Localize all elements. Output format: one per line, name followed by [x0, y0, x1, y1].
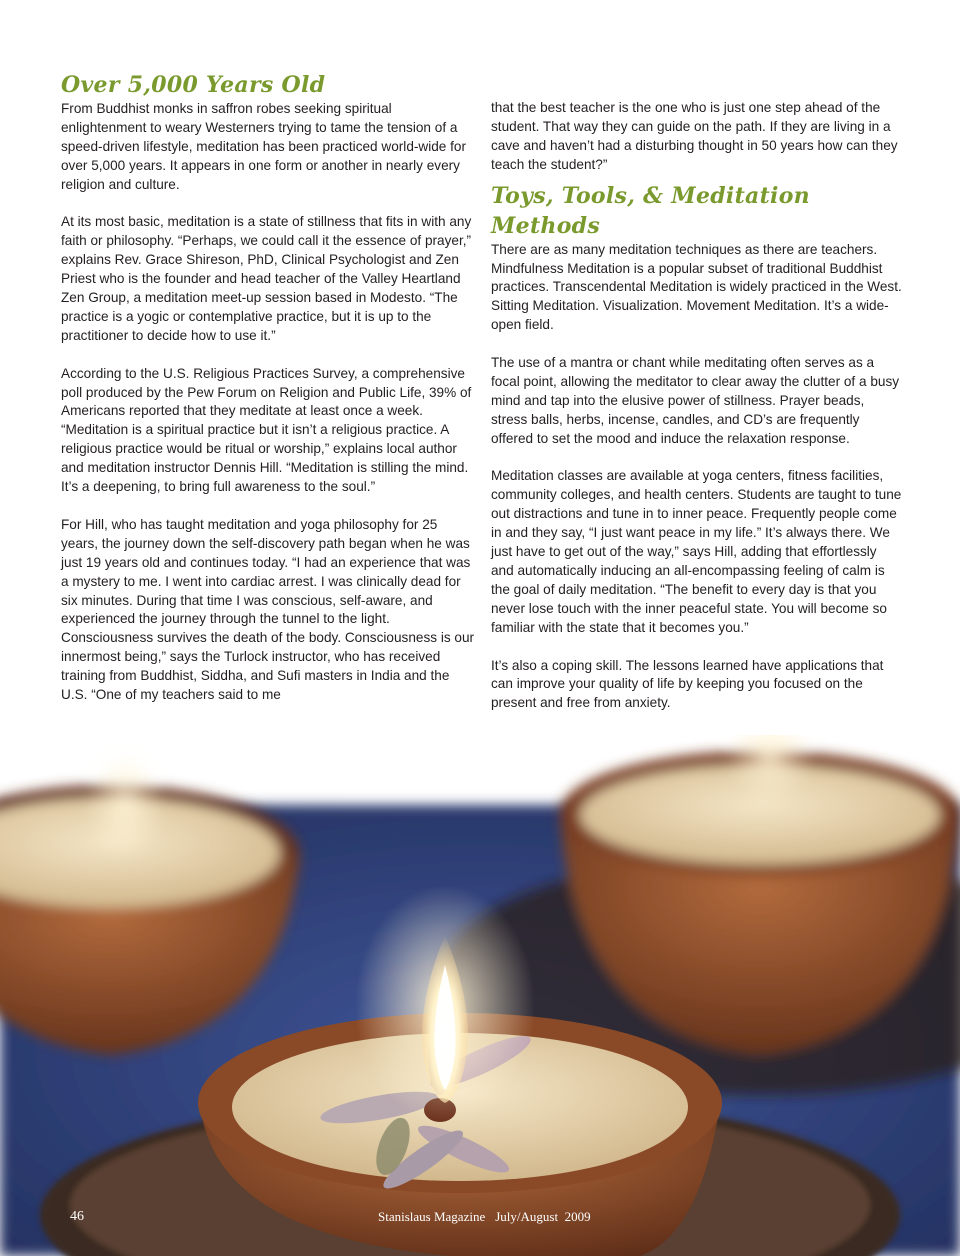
paragraph: From Buddhist monks in saffron robes seeking spiritual enlightenment to weary Westerners trying to tame the tension of a speed-driven lifestyle, meditation has been practiced world-wide for over 5,000 years. It appears in one form or another in nearly every religion and culture. [61, 101, 466, 192]
paragraph-continuation: that the best teacher is the one who is just one step ahead of the student. That way they can guide on the path. If they are living in a cave and haven’t had a disturbing thought in 50 years how can they teach the student?” [491, 100, 898, 172]
paragraph: For Hill, who has taught meditation and yoga philosophy for 25 years, the journey down the self-discovery path began when he was just 19 years old and continues today. “I had an experience that was a mystery to me. I went into cardiac arrest. I was clinically dead for six minutes. During that time I was conscious, self-aware, and experienced the journey through the tunnel to the light. Consciousness survives the death of the body. Consciousness is our innermost being,” says the Turlock instructor, who has received training from Buddhist, Siddha, and Sufi masters in India and the U.S. “One of my teachers said to me [61, 516, 475, 703]
candle-lamps-icon [0, 735, 960, 1256]
paragraph: It’s also a coping skill. The lessons learned have applications that can improve your quality of life by keeping you focused on the present and free from anxiety. [491, 657, 884, 711]
paragraph: Meditation classes are available at yoga centers, fitness facilities, community colleges, and health centers. Students are taught to tune out distractions and tune in to inner peace. Frequently people come in and they say, “I just want peace in my life.” It’s always there. We just have to get out of the way,” says Hill, adding that effortlessly and automatically inducing an all-encompassing feeling of calm is the goal of daily meditation. “The benefit to every day is that you never lose touch with the inner peaceful state. You will become so familiar with the state that it becomes you.” [491, 468, 902, 635]
paragraph: There are as many meditation techniques as there are teachers. Mindfulness Meditation is a popular subset of traditional Buddhist practices. Transcendental Meditation is widely practiced in the West. Sitting Meditation. Visualization. Movement Meditation. It’s a wide-open field. [491, 241, 902, 333]
issue-date: July/August 2009 [495, 1209, 591, 1224]
left-column [61, 70, 475, 724]
section-heading-toys-tools: Toys, Tools, & Meditation Methods [491, 182, 810, 239]
paragraph: The use of a mantra or chant while meditating often serves as a focal point, allowing the meditator to clear away the clutter of a busy mind and tap into the elusive power of stillness. Prayer beads, stress balls, herbs, incense, candles, and CD’s are frequently offered to set the mood and induce the relaxation response. [491, 355, 900, 446]
section-heading-over-5000-years: Over 5,000 Years Old [61, 72, 326, 98]
page-number: 46 [70, 1209, 84, 1224]
magazine-footer [378, 1209, 601, 1225]
right-column [491, 99, 903, 732]
magazine-name: Stanislaus Magazine [378, 1209, 486, 1224]
paragraph: At its most basic, meditation is a state of stillness that fits in with any faith or philosophy. “Perhaps, we could call it the essence of prayer,” explains Rev. Grace Shireson, PhD, Clinical Psychologist and Zen Priest who is the founder and head teacher of the Valley Heartland Zen Group, a meditation meet-up session based in Modesto. “The practice is a yogic or contemplative practice, but it is up to the practitioner to decide how to use it.” [61, 214, 472, 343]
paragraph: According to the U.S. Religious Practices Survey, a comprehensive poll produced by the Pew Forum on Religion and Public Life, 39% of Americans reported that they meditate at least once a week. “Meditation is a spiritual practice but it isn’t a religious practice. A religious practice would be ritual or worship,” explains local author and meditation instructor Dennis Hill. “Meditation is stilling the mind. It’s a deepening, to bring full awareness to the soul.” [61, 365, 472, 495]
